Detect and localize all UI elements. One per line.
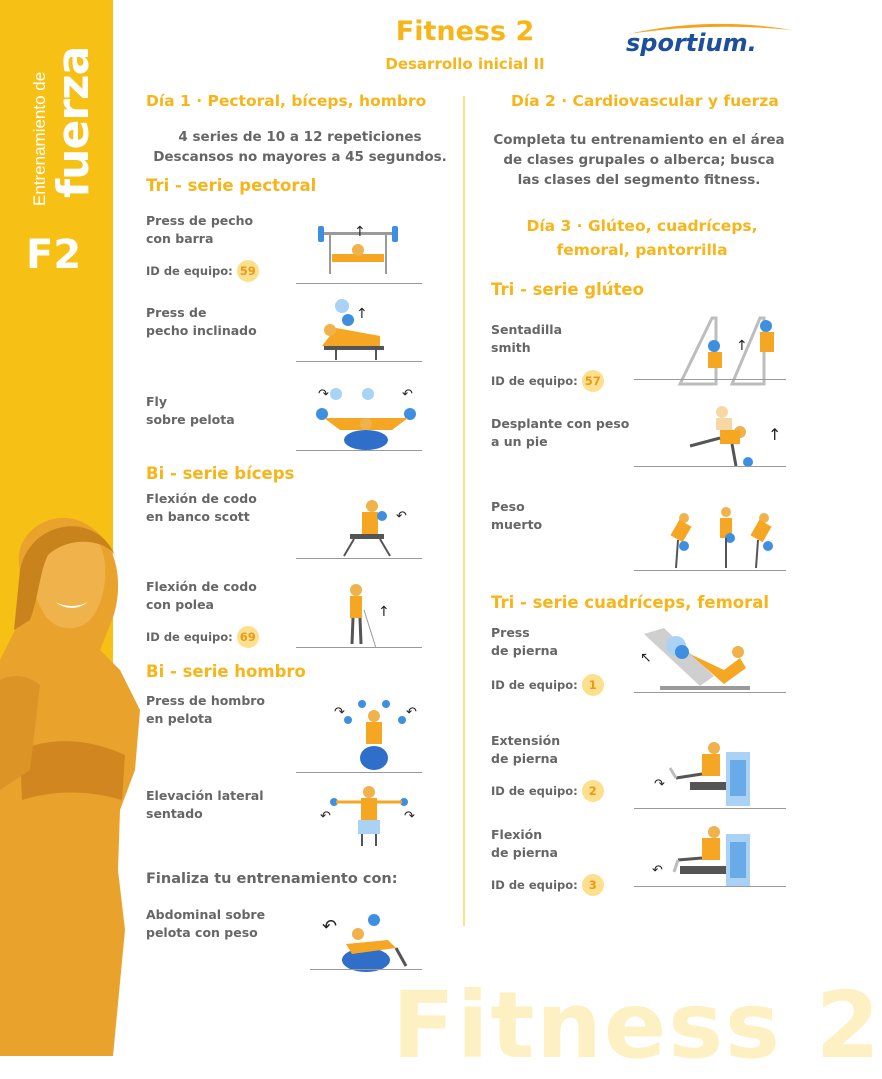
day3-heading-line1: Día 3 · Glúteo, cuadríceps,	[526, 217, 758, 235]
equipment-id-label: ID de equipo:	[491, 878, 578, 892]
svg-text:↷: ↷	[404, 809, 415, 824]
exercise-leg-extension	[491, 732, 641, 768]
logo-text: sportium.	[626, 29, 757, 57]
exercise-bench-press	[146, 212, 296, 248]
day2-intro	[484, 130, 794, 190]
page-title: Fitness 2	[395, 16, 535, 47]
program-code: F2	[26, 232, 82, 278]
exercise-name-line1: Elevación lateral	[146, 788, 264, 803]
exercise-scott-curl	[146, 490, 296, 526]
bench-press-illustration	[296, 218, 422, 284]
svg-text:↷: ↷	[318, 387, 329, 402]
exercise-name-line2: pecho inclinado	[146, 323, 257, 338]
exercise-name-line1: Press de hombro	[146, 693, 266, 708]
day2-intro-line2: de clases grupales o alberca; busca	[503, 152, 775, 168]
fly-ball-illustration	[296, 384, 422, 450]
exercise-name-line2: de pierna	[491, 751, 558, 766]
incline-press-illustration	[296, 296, 422, 362]
equipment-id-badge: 3	[582, 874, 604, 896]
gluteo-heading: Tri - serie glúteo	[491, 280, 644, 299]
exercise-ball-crunch	[146, 906, 296, 942]
exercise-name-line2: en pelota	[146, 711, 213, 726]
equipment-id-row	[491, 874, 604, 896]
exercise-single-leg-lunge	[491, 415, 641, 451]
svg-text:↶: ↶	[406, 705, 417, 720]
equipment-id-label: ID de equipo:	[491, 784, 578, 798]
leg-extension-illustration	[650, 738, 756, 808]
leg-curl-illustration	[650, 824, 756, 888]
equipment-id-label: ID de equipo:	[491, 374, 578, 388]
exercise-smith-squat	[491, 321, 641, 357]
ground-line	[296, 283, 422, 284]
svg-text:↑: ↑	[356, 306, 368, 322]
watermark-text: Fitness 2	[392, 972, 882, 1079]
exercise-leg-press	[491, 624, 641, 660]
sidebar	[0, 0, 113, 1056]
sidebar-title-big: fuerza	[48, 46, 99, 198]
exercise-cable-curl	[146, 578, 296, 614]
ground-line	[634, 570, 786, 571]
exercise-name-line1: Press	[491, 625, 530, 640]
cuadriceps-heading: Tri - serie cuadríceps, femoral	[491, 593, 770, 612]
exercise-incline-press	[146, 304, 296, 340]
exercise-name-line2: sentado	[146, 806, 203, 821]
ground-line	[310, 969, 422, 970]
equipment-id-label: ID de equipo:	[146, 264, 233, 278]
biceps-heading: Bi - serie bíceps	[146, 464, 295, 483]
column-divider	[463, 96, 465, 926]
svg-text:↶: ↶	[396, 509, 407, 524]
day2-heading: Día 2 · Cardiovascular y fuerza	[511, 92, 779, 110]
exercise-name-line2: pelota con peso	[146, 925, 258, 940]
day3-heading-line2: femoral, pantorrilla	[556, 241, 728, 259]
day1-intro-line2: Descansos no mayores a 45 segundos.	[153, 149, 447, 165]
day2-intro-line1: Completa tu entrenamiento en el área	[493, 132, 785, 148]
equipment-id-label: ID de equipo:	[146, 630, 233, 644]
svg-text:↑: ↑	[354, 224, 366, 240]
exercise-name-line2: smith	[491, 340, 531, 355]
equipment-id-badge: 59	[237, 260, 259, 282]
exercise-name-line1: Desplante con peso	[491, 416, 630, 431]
ground-line	[296, 558, 422, 559]
exercise-name-line1: Abdominal sobre	[146, 907, 266, 922]
ground-line	[634, 692, 786, 693]
equipment-id-row	[491, 780, 604, 802]
exercise-name-line2: con polea	[146, 597, 214, 612]
day2-intro-line3: las clases del segmento fitness.	[517, 172, 761, 188]
equipment-id-badge: 57	[582, 370, 604, 392]
svg-text:↷: ↷	[654, 777, 665, 792]
lunge-illustration	[676, 404, 786, 470]
svg-text:↑: ↑	[378, 604, 390, 620]
exercise-name-line1: Flexión	[491, 827, 543, 842]
svg-text:↶: ↶	[322, 916, 338, 937]
svg-text:↖: ↖	[640, 650, 652, 666]
leg-press-illustration	[640, 628, 786, 692]
exercise-name-line2: muerto	[491, 517, 543, 532]
scott-curl-illustration	[316, 494, 422, 558]
exercise-name-line2: en banco scott	[146, 509, 250, 524]
svg-text:↶: ↶	[652, 863, 663, 878]
ground-line	[634, 886, 786, 887]
athlete-photo	[0, 510, 160, 1056]
svg-text:↑: ↑	[736, 338, 748, 354]
exercise-name-line2: a un pie	[491, 434, 548, 449]
ground-line	[296, 361, 422, 362]
ground-line	[296, 772, 422, 773]
ground-line	[634, 808, 786, 809]
equipment-id-row	[491, 370, 604, 392]
ground-line	[296, 647, 422, 648]
sidebar-vertical-title	[26, 32, 99, 210]
sidebar-title-small: Entrenamiento de	[30, 71, 49, 206]
day1-heading: Día 1 · Pectoral, bíceps, hombro	[146, 92, 427, 110]
equipment-id-badge: 1	[582, 674, 604, 696]
exercise-name-line1: Sentadilla	[491, 322, 563, 337]
equipment-id-row	[491, 674, 604, 696]
exercise-name-line2: sobre pelota	[146, 412, 235, 427]
equipment-id-row	[146, 260, 259, 282]
exercise-shoulder-press-ball	[146, 692, 296, 728]
equipment-id-row	[146, 626, 259, 648]
exercise-name-line1: Fly	[146, 394, 167, 409]
ground-line	[634, 379, 786, 380]
exercise-name-line1: Press de pecho	[146, 213, 254, 228]
equipment-id-badge: 2	[582, 780, 604, 802]
equipment-id-badge: 69	[237, 626, 259, 648]
exercise-name-line1: Press de	[146, 305, 207, 320]
exercise-fly-ball	[146, 393, 296, 429]
cable-curl-illustration	[336, 582, 396, 648]
exercise-name-line2: de pierna	[491, 845, 558, 860]
shoulder-press-illustration	[326, 696, 422, 772]
svg-text:↶: ↶	[402, 387, 413, 402]
lateral-raise-illustration	[316, 784, 422, 850]
svg-text:↑: ↑	[768, 425, 782, 444]
svg-text:↷: ↷	[334, 705, 345, 720]
exercise-leg-curl	[491, 826, 641, 862]
pectoral-heading: Tri - serie pectoral	[146, 176, 317, 195]
ball-crunch-illustration	[316, 906, 422, 972]
exercise-name-line1: Peso	[491, 499, 525, 514]
ground-line	[634, 466, 786, 467]
exercise-deadlift	[491, 498, 641, 534]
exercise-name-line2: con barra	[146, 231, 214, 246]
hombro-heading: Bi - serie hombro	[146, 662, 306, 681]
smith-squat-illustration	[676, 314, 786, 384]
equipment-id-label: ID de equipo:	[491, 678, 578, 692]
exercise-lateral-raise	[146, 787, 296, 823]
exercise-name-line1: Extensión	[491, 733, 561, 748]
exercise-name-line1: Flexión de codo	[146, 491, 257, 506]
ground-line	[296, 450, 422, 451]
sportium-logo	[620, 22, 800, 58]
exercise-name-line1: Flexión de codo	[146, 579, 257, 594]
day1-intro-line1: 4 series de 10 a 12 repeticiones	[178, 129, 422, 145]
page-subtitle: Desarrollo inicial II	[385, 55, 545, 73]
finish-heading: Finaliza tu entrenamiento con:	[146, 871, 398, 887]
deadlift-illustration	[664, 504, 786, 570]
svg-text:↶: ↶	[320, 809, 331, 824]
day3-heading	[484, 214, 800, 262]
exercise-name-line2: de pierna	[491, 643, 558, 658]
day1-intro	[140, 127, 460, 167]
